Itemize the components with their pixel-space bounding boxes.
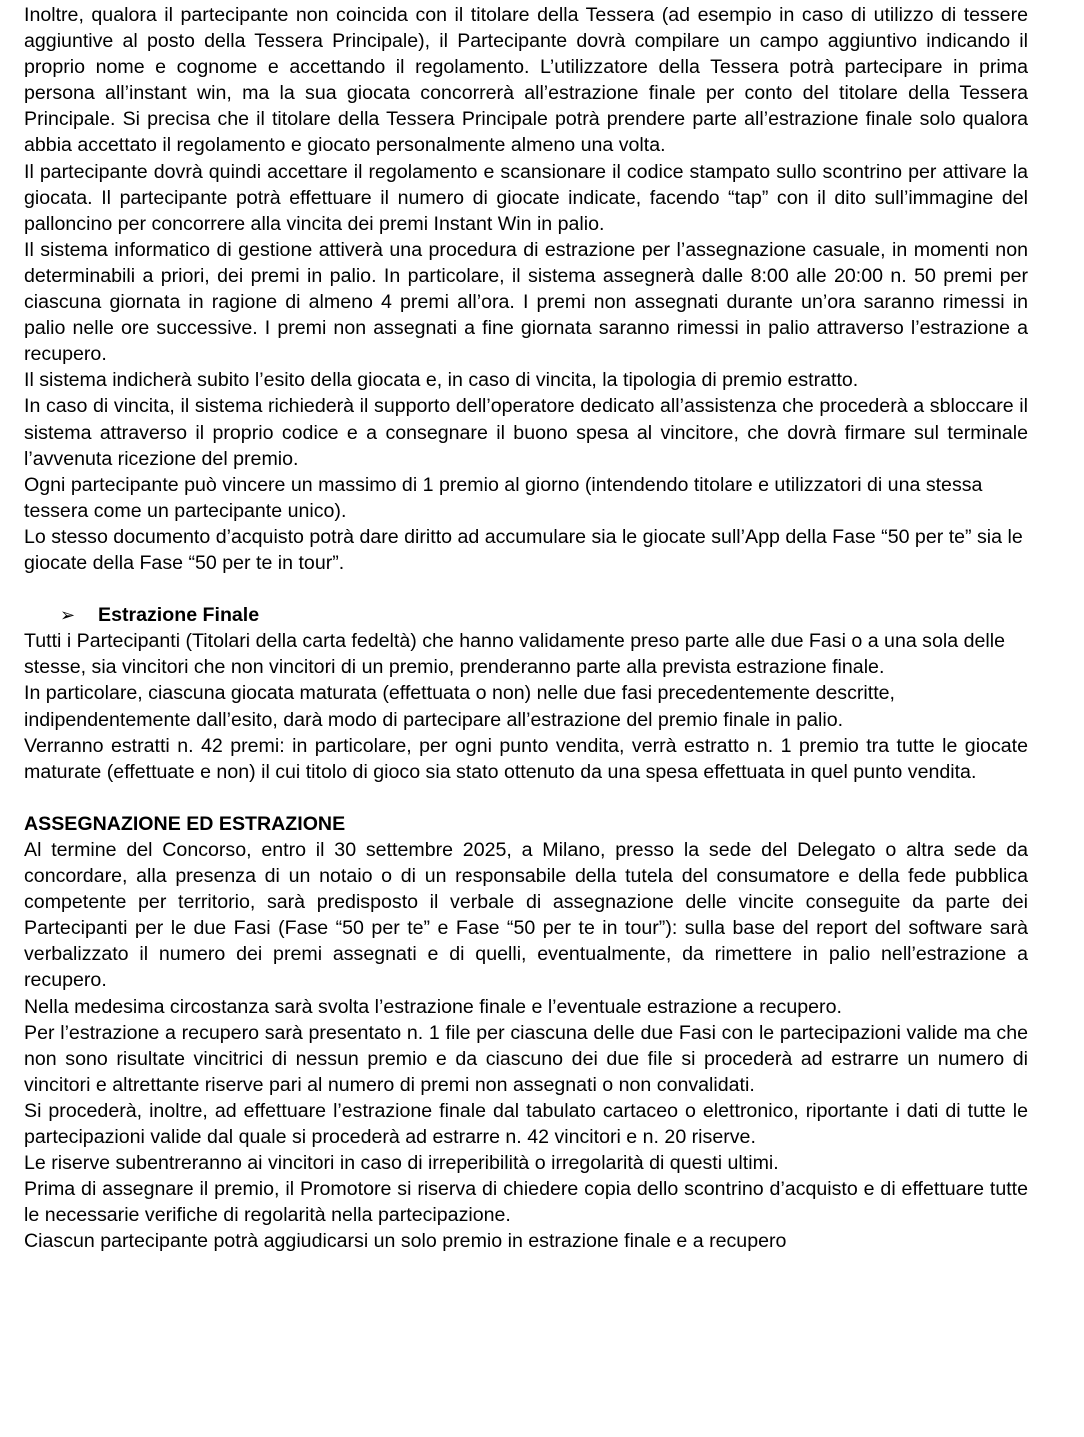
paragraph-caso-vincita: In caso di vincita, il sistema richiederà il supporto dell’operatore dedicato all’assistenza che procederà a sbloccare il sistema attraverso il proprio codice e a consegnare il buono spesa al vincitore, che dovrà firmare sul terminale l’avvenuta ricezione del premio. [24, 395, 1028, 470]
paragraph-sistema-estrazione: Il sistema informatico di gestione attiverà una procedura di estrazione per l’assegnazione casuale, in momenti non determinabili a priori, dei premi in palio. In particolare, il sistema assegnerà dalle 8:00 alle 20:00 n. 50 premi per ciascuna giornata in ragione di almeno 4 premi all’ora. I premi non assegnati durante un’ora saranno rimessi in palio nelle ore successive. I premi non assegnati a fine giornata saranno rimessi in palio attraverso l’estrazione a recupero. [24, 238, 1028, 366]
spacer [24, 576, 1028, 602]
paragraph-riserve: Le riserve subentreranno ai vincitori in caso di irreperibilità o irregolarità di questi ultimi. [24, 1152, 779, 1175]
heading-assegnazione: ASSEGNAZIONE ED ESTRAZIONE [24, 812, 346, 835]
paragraph-esito-giocata: Il sistema indicherà subito l’esito della giocata e, in caso di vincita, la tipologia di premio estratto. [24, 369, 859, 392]
document-page [24, 2, 1028, 1255]
arrow-bullet-icon: ➢ [60, 605, 76, 626]
paragraph-tessera-aggiuntiva: Inoltre, qualora il partecipante non coincida con il titolare della Tessera (ad esempio in caso di utilizzo di tessere aggiuntive al posto della Tessera Principale), il Partecipante dovrà compilare un campo aggiuntivo indicando il proprio nome e cognome e accettando il regolamento. L’utilizzatore della Tessera potrà partecipare in prima persona all’instant win, ma la sua giocata concorrerà all’estrazione finale per conto del titolare della Tessera Principale. Si precisa che il titolare della Tessera Principale potrà prendere parte all’estrazione finale solo qualora abbia accettato il regolamento e giocato personalmente almeno una volta. [24, 4, 1028, 157]
heading-estrazione-finale [24, 602, 1028, 628]
paragraph-premi-estratti: Verranno estratti n. 42 premi: in particolare, per ogni punto vendita, verrà estratto n. 1 premio tra tutte le giocate maturate (effettuate e non) il cui titolo di gioco sia stato ottenuto da una spesa effettuata in quel punto vendita. [24, 734, 1028, 783]
spacer [24, 785, 1028, 811]
paragraph-verifiche: Prima di assegnare il premio, il Promotore si riserva di chiedere copia dello scontrino d’acquisto e di effettuare tutte le necessarie verifiche di regolarità nella partecipazione. [24, 1178, 1028, 1227]
paragraph-scansione-scontrino: Il partecipante dovrà quindi accettare il regolamento e scansionare il codice stampato sullo scontrino per attivare la giocata. Il partecipante potrà effettuare il numero di giocate indicate, facendo “tap” con il dito sull’immagine del palloncino per concorrere alla vincita dei premi Instant Win in palio. [24, 160, 1028, 235]
heading-estrazione-finale-text: Estrazione Finale [98, 604, 260, 627]
paragraph-documento-acquisto: Lo stesso documento d’acquisto potrà dare diritto ad accumulare sia le giocate sull’App della Fase “50 per te” sia le giocate della Fase “50 per te in tour”. [24, 525, 1023, 574]
paragraph-tabulato: Si procederà, inoltre, ad effettuare l’estrazione finale dal tabulato cartaceo o elettronico, riportante i dati di tutte le partecipazioni valide dal quale si procederà ad estrarre n. 42 vincitori e n. 20 riserve. [24, 1099, 1028, 1149]
paragraph-estrazione-recupero: Per l’estrazione a recupero sarà presentato n. 1 file per ciascuna delle due Fasi con le partecipazioni valide ma che non sono risultate vincitrici di nessun premio e da ciascuno dei due file si procederà ad estrarre un numero di vincitori e altrettante riserve pari al numero di premi non assegnati o non convalidati. [24, 1021, 1028, 1096]
paragraph-solo-premio: Ciascun partecipante potrà aggiudicarsi un solo premio in estrazione finale e a recupero [24, 1230, 787, 1253]
paragraph-termine-concorso: Al termine del Concorso, entro il 30 settembre 2025, a Milano, presso la sede del Delegato o altra sede da concordare, alla presenza di un notaio o di un responsabile della tutela del consumatore e della fede pubblica competente per territorio, sarà predisposto il verbale di assegnazione delle vincite conseguite da parte dei Partecipanti per le due Fasi (Fase “50 per te” e Fase “50 per te in tour”): sulla base del report del software sarà verbalizzato il numero dei premi assegnati e di quelli, eventualmente, da rimettere in palio nell’estrazione a recupero. [24, 839, 1028, 992]
paragraph-medesima-circostanza: Nella medesima circostanza sarà svolta l’estrazione finale e l’eventuale estrazione a recupero. [24, 995, 842, 1018]
paragraph-massimo-premio: Ogni partecipante può vincere un massimo di 1 premio al giorno (intendendo titolare e utilizzatori di una stessa tessera come un partecipante unico). [24, 473, 983, 522]
paragraph-partecipanti-estrazione: Tutti i Partecipanti (Titolari della carta fedeltà) che hanno validamente preso parte alle due Fasi o a una sola delle stesse, sia vincitori che non vincitori di un premio, prenderanno parte alla prevista estrazione finale. [24, 630, 1005, 679]
paragraph-giocata-maturata: In particolare, ciascuna giocata maturata (effettuata o non) nelle due fasi precedentemente descritte, indipendentemente dall’esito, darà modo di partecipare all’estrazione del premio finale in palio. [24, 682, 895, 731]
